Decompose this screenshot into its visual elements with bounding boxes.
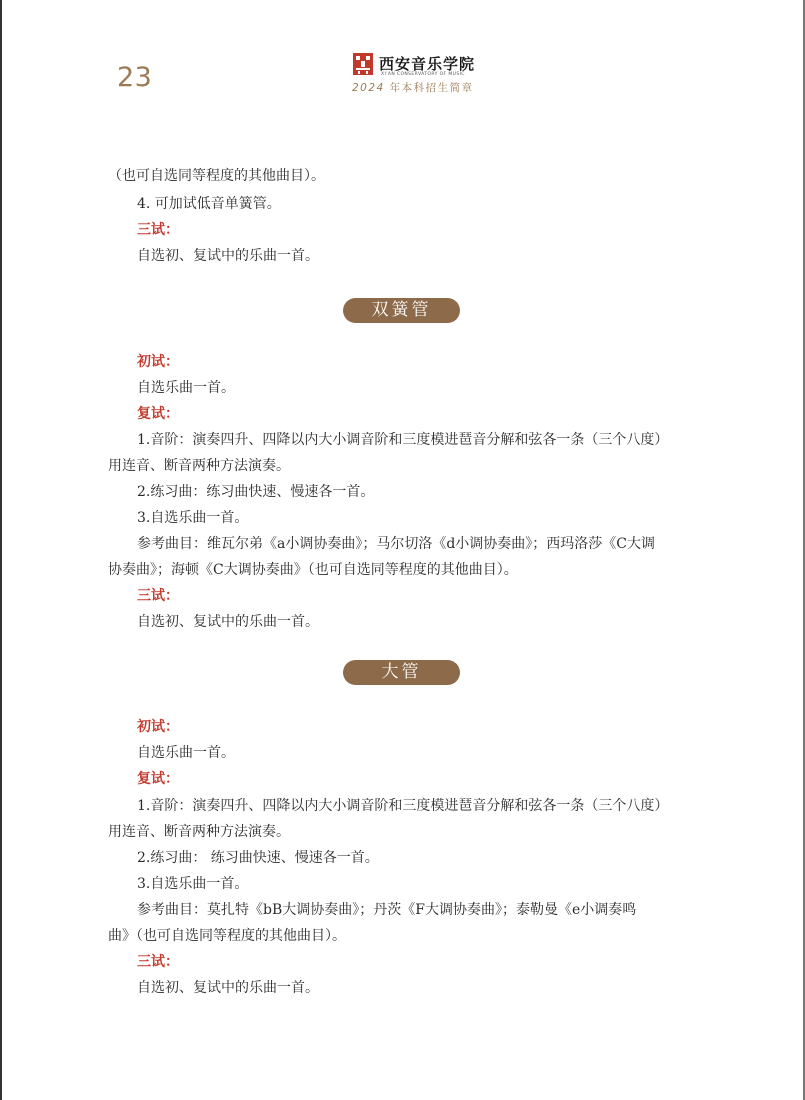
oboe-item1-line-a: 1.音阶：演奏四升、四降以内大小调音阶和三度模进琶音分解和弦各一条（三个八度） (137, 432, 669, 448)
logo-year: 2024 (352, 82, 385, 94)
oboe-second-label: 复试： (137, 406, 179, 422)
section-title-bassoon: 大管 (343, 660, 460, 685)
bassoon-third-text: 自选初、复试中的乐曲一首。 (137, 980, 319, 996)
oboe-item3: 3.自选乐曲一首。 (137, 510, 249, 526)
bassoon-second-label: 复试： (137, 771, 179, 787)
page-number: 23 (117, 62, 153, 93)
logo-name: 西安音乐学院 (379, 55, 476, 73)
bassoon-item1-line-a: 1.音阶：演奏四升、四降以内大小调音阶和三度模进琶音分解和弦各一条（三个八度） (137, 798, 669, 814)
page-border-left (0, 0, 2, 1100)
oboe-third-label: 三试： (137, 588, 179, 604)
oboe-third-text: 自选初、复试中的乐曲一首。 (137, 614, 319, 630)
bassoon-third-label: 三试： (137, 954, 179, 970)
oboe-item1-line-b: 用连音、断音两种方法演奏。 (108, 458, 290, 474)
oboe-first-label: 初试： (137, 354, 179, 370)
bassoon-item1-line-b: 用连音、断音两种方法演奏。 (108, 824, 290, 840)
logo-subtitle (352, 80, 474, 95)
oboe-ref-line-a: 参考曲目：维瓦尔弟《a小调协奏曲》；马尔切洛《d小调协奏曲》；西玛洛莎《C大调 (137, 536, 656, 552)
section-title-oboe: 双簧管 (343, 298, 460, 323)
intro-third-text: 自选初、复试中的乐曲一首。 (137, 248, 319, 264)
oboe-first-text: 自选乐曲一首。 (137, 380, 235, 396)
intro-line-2: 4. 可加试低音单簧管。 (137, 196, 281, 212)
bassoon-item3: 3.自选乐曲一首。 (137, 876, 249, 892)
bassoon-first-text: 自选乐曲一首。 (137, 745, 235, 761)
conservatory-logo (352, 52, 476, 96)
seal-icon (352, 52, 374, 76)
intro-third-label: 三试： (137, 222, 179, 238)
oboe-ref-line-b: 协奏曲》；海顿《C大调协奏曲》（也可自选同等程度的其他曲目）。 (108, 562, 518, 578)
bassoon-first-label: 初试： (137, 719, 179, 735)
oboe-item2: 2.练习曲：练习曲快速、慢速各一首。 (137, 484, 375, 500)
logo-subtitle-text: 年本科招生简章 (384, 82, 474, 94)
intro-line-1: （也可自选同等程度的其他曲目）。 (108, 168, 325, 184)
bassoon-ref-line-b: 曲》（也可自选同等程度的其他曲目）。 (108, 928, 346, 944)
logo-english-name: XI'AN CONSERVATORY OF MUSIC (381, 72, 465, 77)
bassoon-item2: 2.练习曲： 练习曲快速、慢速各一首。 (137, 850, 379, 866)
bassoon-ref-line-a: 参考曲目：莫扎特《bB大调协奏曲》；丹茨《F大调协奏曲》；泰勒曼《e小调奏鸣 (137, 902, 637, 918)
